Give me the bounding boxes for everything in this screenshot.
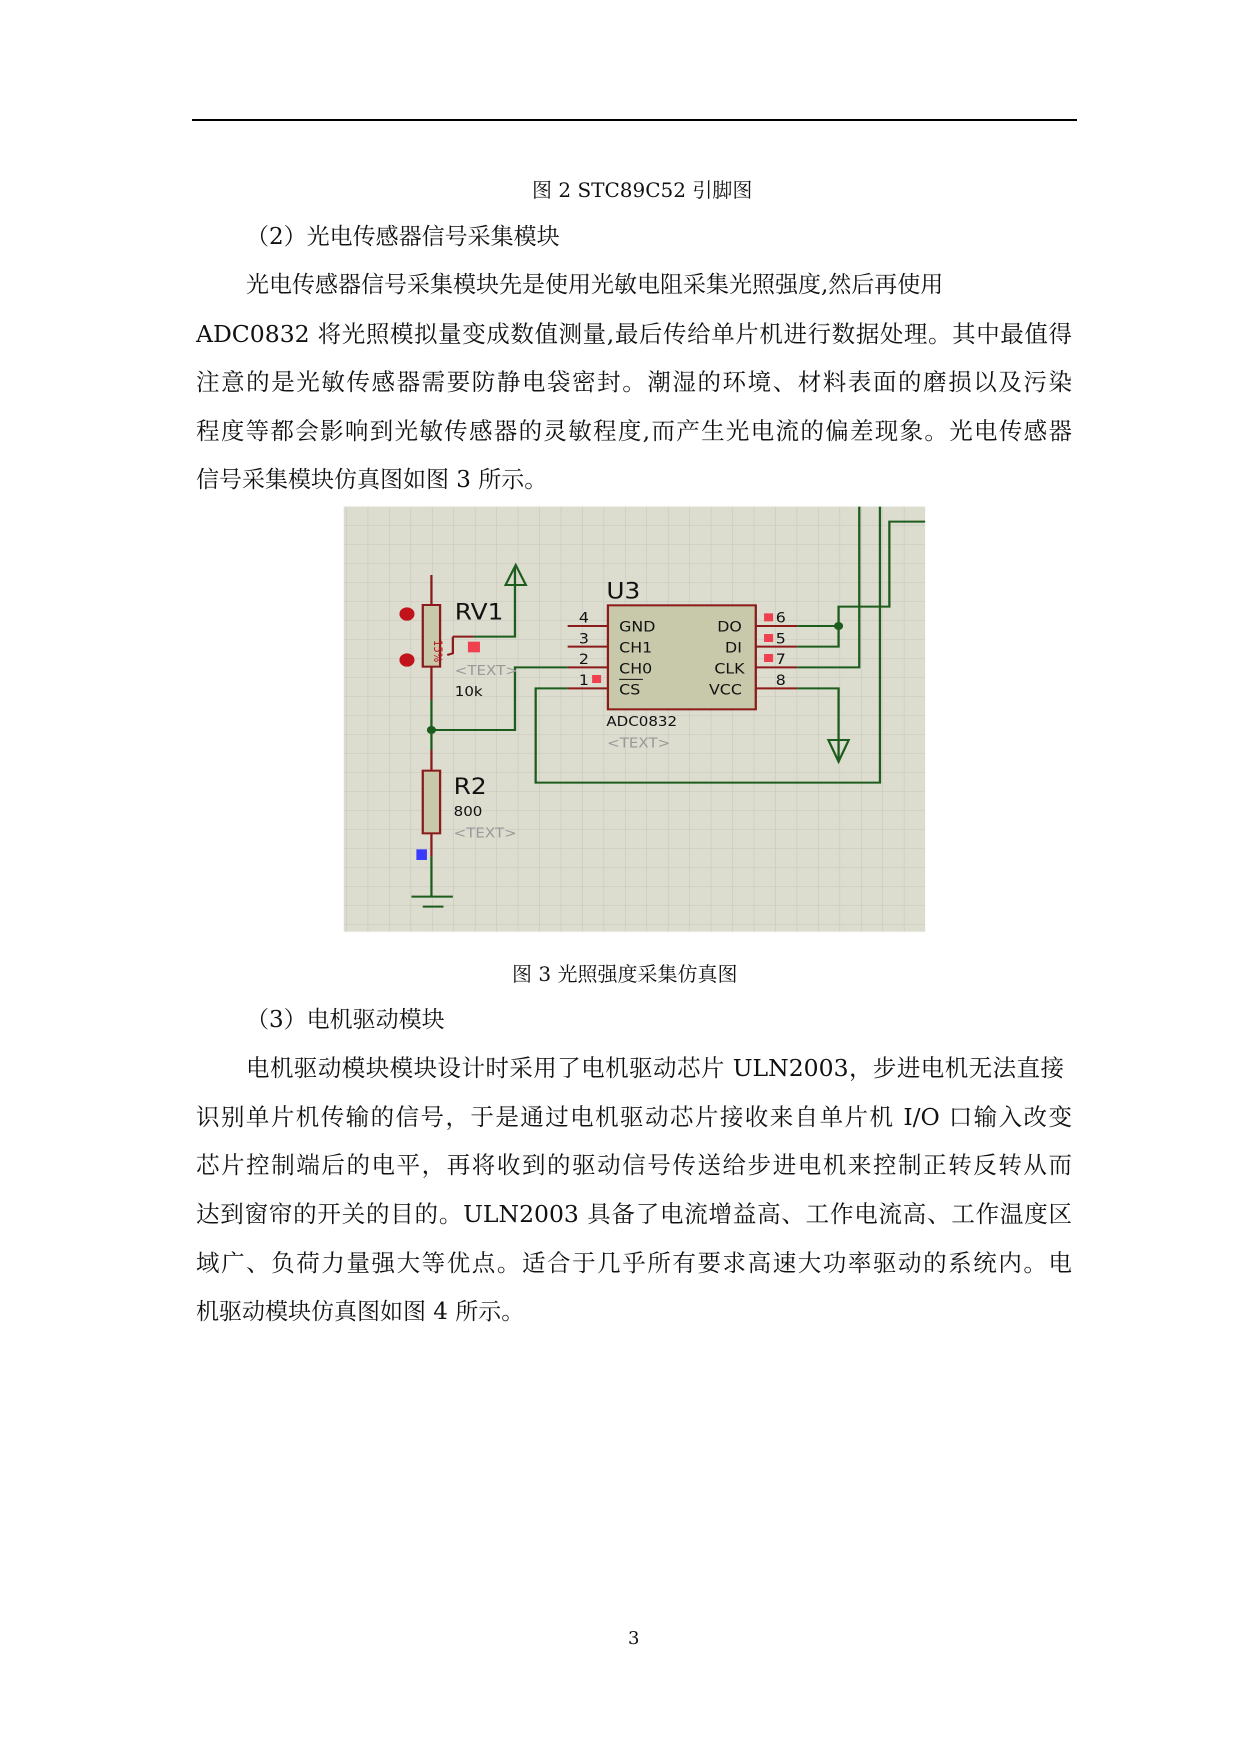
- pin-number: 1: [578, 671, 589, 689]
- rv1-value: 10k: [454, 684, 483, 700]
- page-number: 3: [628, 1628, 640, 1649]
- pin-name: CS: [619, 681, 641, 699]
- pin-number: 7: [775, 650, 786, 668]
- pin-number: 5: [775, 630, 786, 648]
- pin-number: 4: [578, 609, 589, 627]
- paragraph-line: 识别单片机传输的信号，于是通过电机驱动芯片接收来自单片机 I/O 口输入改变: [196, 1103, 1072, 1131]
- paragraph-line: 机驱动模块仿真图如图 4 所示。: [196, 1299, 525, 1325]
- paragraph-line: 达到窗帘的开关的目的。ULN2003 具备了电流增益高、工作电流高、工作温度区: [196, 1200, 1072, 1228]
- r2-value: 800: [453, 804, 483, 820]
- r2-text-placeholder: <TEXT>: [453, 826, 517, 842]
- rv1-percent: 15%: [430, 640, 445, 663]
- rv1-text-placeholder: <TEXT>: [454, 663, 518, 679]
- section2-heading: （2）光电传感器信号采集模块: [246, 224, 560, 250]
- pin-name: DO: [717, 618, 742, 636]
- pin-name: CH0: [619, 660, 653, 678]
- pin-name: CLK: [714, 660, 745, 678]
- u3-label: U3: [606, 577, 641, 604]
- pin-name: VCC: [709, 681, 742, 699]
- header-rule: [192, 119, 1077, 121]
- rv1-label: RV1: [454, 598, 504, 625]
- pin-name: DI: [725, 639, 742, 657]
- increment-button-icon: [399, 607, 414, 620]
- pin-number: 3: [578, 630, 589, 648]
- decrement-button-icon: [399, 653, 414, 666]
- r2-label: R2: [453, 773, 487, 800]
- paragraph-line: ADC0832 将光照模拟量变成数值测量,最后传给单片机进行数据处理。其中最值得: [196, 320, 1072, 348]
- pin-number: 8: [775, 671, 786, 689]
- paragraph-line: 光电传感器信号采集模块先是使用光敏电阻采集光照强度,然后再使用: [246, 272, 944, 298]
- paragraph-line: 芯片控制端后的电平，再将收到的驱动信号传送给步进电机来控制正转反转从而: [196, 1151, 1072, 1179]
- pin-number: 6: [775, 609, 786, 627]
- u3-part: ADC0832: [606, 714, 678, 730]
- pin-name: CH1: [619, 639, 653, 657]
- paragraph-line: 程度等都会影响到光敏传感器的灵敏程度,而产生光电流的偏差现象。光电传感器: [196, 417, 1072, 445]
- adc-schematic-figure: [340, 500, 930, 940]
- section3-heading: （3）电机驱动模块: [246, 1007, 445, 1033]
- paragraph-line: 电机驱动模块模块设计时采用了电机驱动芯片 ULN2003，步进电机无法直接: [246, 1054, 1064, 1082]
- figure3-caption: 图 3 光照强度采集仿真图: [512, 962, 738, 986]
- figure2-caption: 图 2 STC89C52 引脚图: [532, 178, 753, 202]
- pin-name: GND: [619, 618, 656, 636]
- paragraph-line: 信号采集模块仿真图如图 3 所示。: [196, 467, 548, 493]
- pin-number: 2: [578, 650, 589, 668]
- r2-body: [423, 771, 440, 834]
- u3-text-placeholder: <TEXT>: [607, 736, 671, 752]
- paragraph-line: 域广、负荷力量强大等优点。适合于几乎所有要求高速大功率驱动的系统内。电: [196, 1249, 1072, 1277]
- paragraph-line: 注意的是光敏传感器需要防静电袋密封。潮湿的环境、材料表面的磨损以及污染: [196, 368, 1072, 396]
